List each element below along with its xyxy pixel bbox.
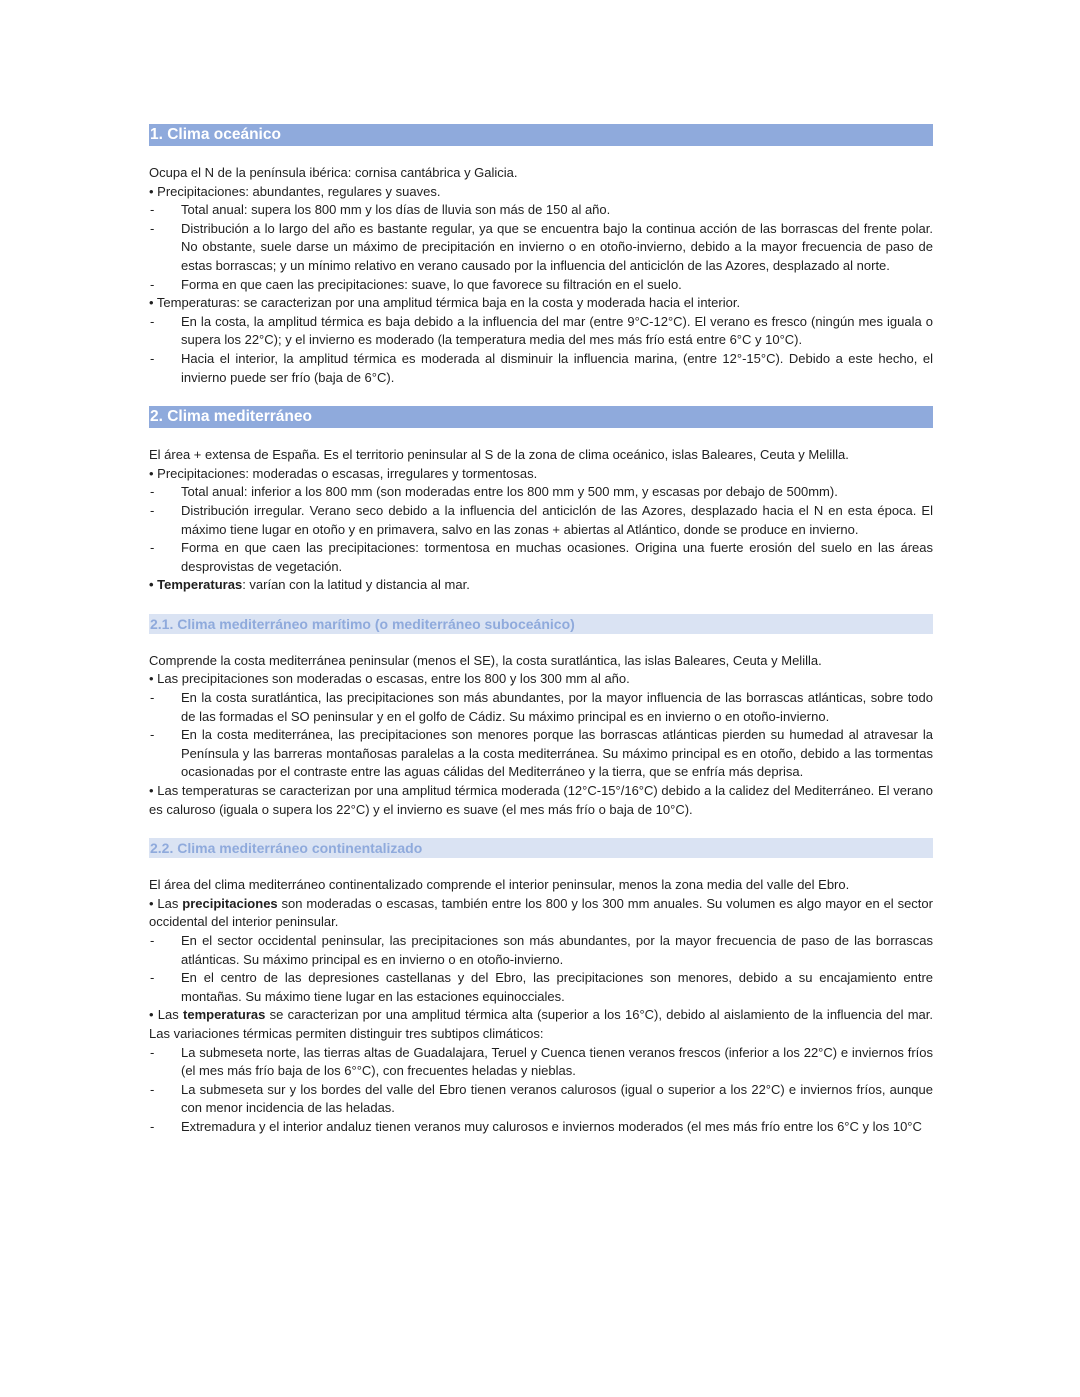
bold-term: • Temperaturas	[149, 577, 243, 593]
dash-item: - En la costa mediterránea, las precipitaciones son menores porque las borrascas atlánticas pierden su humedad al atravesar la Península y las barreras montañosas paralelas a la costa mediterránea. Su máximo principal es en otoño, debido a las tormentas ocasionadas por el contraste entre las aguas cálidas del Mediterráneo y la tierra, que se enfría más deprisa.	[149, 726, 933, 782]
dash-item: - La submeseta norte, las tierras altas de Guadalajara, Teruel y Cuenca tienen veranos frescos (inferior a los 22°C) e inviernos fríos (el mes más frío baja de los 6°°C), con frecuentes heladas y nieblas.	[149, 1044, 933, 1081]
subsection-heading-continental: 2.2. Clima mediterráneo continentalizado	[149, 838, 933, 858]
bullet-paragraph: • Las precipitaciones son moderadas o escasas, entre los 800 y los 300 mm al año.	[149, 671, 630, 687]
paragraph-text: son moderadas o escasas, también entre los 800 y los 300 mm anuales. Su volumen es algo mayor en el sector occidental del interior peninsular.	[149, 895, 933, 930]
dash-item: - En la costa suratlántica, las precipitaciones son más abundantes, por la mayor influencia de las borrascas atlánticas, sobre todo de las formadas el SO peninsular y en el golfo de Cádiz. Su máximo principal es en invierno o en otoño-invierno.	[149, 689, 933, 726]
paragraph: Comprende la costa mediterránea peninsular (menos el SE), la costa suratlántica, las islas Baleares, Ceuta y Melilla.	[149, 652, 822, 668]
dash-item: - Total anual: inferior a los 800 mm (son moderadas entre los 800 mm y 500 mm, y escasas por debajo de 500mm).	[149, 483, 933, 502]
dash-item: - Distribución a lo largo del año es bastante regular, ya que se encuentra bajo la continua acción de las borrascas del frente polar. No obstante, suele darse un máximo de precipitación en invierno o en otoño-invierno, debido a la mayor frecuencia de paso de estas borrascas; y un mínimo relativo en verano causado por la influencia del anticiclón de las Azores, desplazado al norte.	[149, 220, 933, 276]
section-heading-mediterranean: 2. Clima mediterráneo	[149, 406, 933, 428]
bullet-paragraph: • Las temperaturas se caracterizan por una amplitud térmica moderada (12°C-15°/16°C) debido a la calidez del Mediterráneo. El verano es caluroso (iguala o supera los 22°C) y el invierno es suave (el mes más frío o baja de 10°C).	[149, 783, 933, 817]
bullet-paragraph: • Precipitaciones: moderadas o escasas, irregulares y tormentosas.	[149, 465, 538, 481]
paragraph: Ocupa el N de la península ibérica: cornisa cantábrica y Galicia.	[149, 165, 518, 180]
dash-item: - La submeseta sur y los bordes del valle del Ebro tienen veranos calurosos (igual o superior a los 22°C) e inviernos fríos, aunque con menor incidencia de las heladas.	[149, 1081, 933, 1118]
dash-item: - En el sector occidental peninsular, las precipitaciones son más abundantes, por la mayor frecuencia de paso de las borrascas atlánticas. Su máximo principal es en invierno o en otoño-invierno.	[149, 932, 933, 969]
bullet-paragraph	[149, 576, 933, 595]
paragraph-text: : varían con la latitud y distancia al mar.	[242, 577, 470, 593]
paragraph: El área + extensa de España. Es el territorio peninsular al S de la zona de clima oceánico, islas Baleares, Ceuta y Melilla.	[149, 447, 849, 463]
section-heading-oceanic: 1. Clima oceánico	[149, 124, 933, 146]
dash-item: - En el centro de las depresiones castellanas y del Ebro, las precipitaciones son menores, debido a su encajamiento entre montañas. Su máximo tiene lugar en las estaciones equinocciales.	[149, 969, 933, 1006]
dash-item: - Hacia el interior, la amplitud térmica es moderada al disminuir la influencia marina, (entre 12°-15°C). Debido a este hecho, el invierno puede ser frío (baja de 6°C).	[149, 350, 933, 387]
document-content	[149, 124, 933, 1137]
paragraph: El área del clima mediterráneo continentalizado comprende el interior peninsular, menos la zona media del valle del Ebro.	[149, 877, 850, 893]
paragraph-text: • Las	[149, 895, 183, 911]
dash-item: - Forma en que caen las precipitaciones: suave, lo que favorece su filtración en el suelo.	[149, 276, 933, 295]
paragraph-text: se caracterizan por una amplitud térmica alta (superior a los 16°C), debido al aislamiento de la influencia del mar. Las variaciones térmicas permiten distinguir tres subtipos climáticos:	[149, 1007, 933, 1041]
paragraph-text: • Las	[149, 1007, 184, 1023]
dash-item: - Total anual: supera los 800 mm y los días de lluvia son más de 150 al año.	[149, 201, 933, 220]
subsection-heading-maritime: 2.1. Clima mediterráneo marítimo (o mediterráneo suboceánico)	[149, 614, 933, 634]
dash-item: - Forma en que caen las precipitaciones: tormentosa en muchas ocasiones. Origina una fuerte erosión del suelo en las áreas desprovistas de vegetación.	[149, 539, 933, 576]
dash-item: - Distribución irregular. Verano seco debido a la influencia del anticiclón de las Azores, desplazado hacia el N en esta época. El máximo tiene lugar en otoño y en primavera, salvo en las zonas + abiertas al Atlántico, donde se produce en invierno.	[149, 502, 933, 539]
bold-term: temperaturas	[183, 1007, 266, 1023]
dash-item: - Extremadura y el interior andaluz tienen veranos muy calurosos e inviernos moderados (el mes más frío entre los 6°C y los 10°C	[149, 1118, 933, 1137]
bold-term: precipitaciones	[182, 895, 278, 911]
bullet-paragraph: • Temperaturas: se caracterizan por una amplitud térmica baja en la costa y moderada hacia el interior.	[149, 295, 741, 311]
dash-item: - En la costa, la amplitud térmica es baja debido a la influencia del mar (entre 9°C-12°C). El verano es fresco (ningún mes iguala o supera los 22°C); y el invierno es moderado (la temperatura media del mes más frío está entre 6°C y 10°C).	[149, 313, 933, 350]
bullet-paragraph: • Precipitaciones: abundantes, regulares y suaves.	[149, 183, 441, 199]
bullet-paragraph	[149, 1006, 933, 1043]
bullet-paragraph	[149, 895, 933, 932]
